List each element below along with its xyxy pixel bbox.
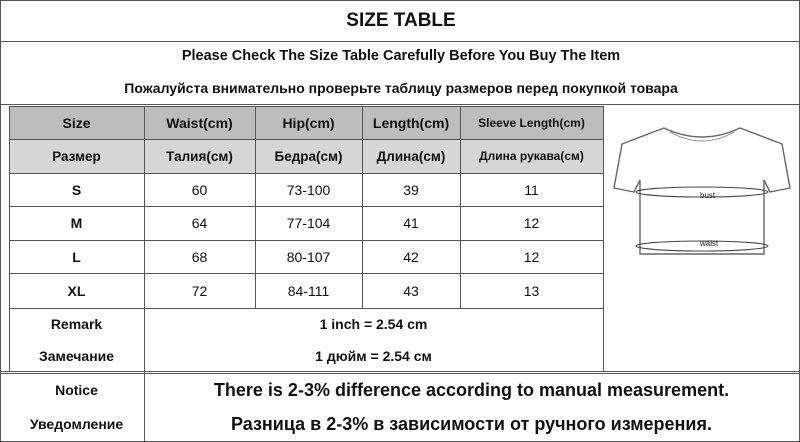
divider bbox=[9, 173, 603, 174]
size-cell: M bbox=[70, 215, 83, 231]
length-cell: 41 bbox=[403, 215, 419, 231]
waist-cell: 72 bbox=[191, 282, 208, 299]
header-length: Length(cm) bbox=[362, 106, 460, 139]
divider bbox=[362, 106, 363, 308]
sleeve-length-cell: 13 bbox=[523, 282, 540, 299]
hip-cell: 84-111 bbox=[287, 282, 330, 299]
divider bbox=[9, 240, 603, 241]
divider bbox=[1, 373, 800, 374]
notice-label-ru: Уведомление bbox=[29, 416, 124, 432]
remark-value-ru: 1 дюйм = 2.54 см bbox=[315, 347, 432, 364]
hip-cell: 80-107 bbox=[286, 248, 331, 265]
size-cell: S bbox=[71, 181, 82, 198]
remark-label: Remark bbox=[50, 316, 103, 332]
tshirt-measurement-diagram bbox=[604, 106, 800, 370]
header-waist-ru: Талия(см) bbox=[144, 139, 255, 173]
length-cell: 43 bbox=[403, 282, 419, 299]
divider bbox=[460, 106, 461, 308]
header-waist: Waist(cm) bbox=[144, 106, 255, 139]
waist-cell: 60 bbox=[191, 181, 208, 198]
size-cell: XL bbox=[67, 282, 86, 299]
page-title: SIZE TABLE bbox=[346, 10, 456, 31]
length-cell: 39 bbox=[403, 181, 419, 198]
size-cell: L bbox=[72, 248, 81, 265]
header-hip: Hip(cm) bbox=[255, 106, 362, 139]
divider bbox=[1, 41, 800, 42]
notice-label: Notice bbox=[55, 382, 98, 398]
waist-cell: 64 bbox=[191, 215, 208, 231]
divider bbox=[1, 371, 800, 372]
subtitle-english: Please Check The Size Table Carefully Before You Buy The Item bbox=[181, 48, 621, 64]
header-size: Size bbox=[9, 106, 144, 139]
waist-cell: 68 bbox=[191, 248, 208, 265]
sleeve-length-cell: 12 bbox=[523, 248, 540, 265]
header-hip-ru: Бедра(см) bbox=[255, 139, 362, 173]
divider bbox=[9, 206, 603, 207]
divider bbox=[144, 106, 145, 441]
waist-label: waist bbox=[700, 239, 719, 248]
sleeve-length-cell: 11 bbox=[524, 181, 539, 198]
divider bbox=[9, 273, 603, 274]
divider bbox=[9, 106, 10, 371]
header-length-ru: Длина(см) bbox=[362, 139, 460, 173]
header-sleeve-length: Sleeve Length(cm) bbox=[460, 106, 603, 139]
remark-label-ru: Замечание bbox=[38, 347, 115, 364]
divider bbox=[9, 308, 603, 309]
hip-cell: 73-100 bbox=[286, 181, 331, 198]
notice-value: There is 2-3% difference according to manual measurement. bbox=[213, 379, 730, 400]
hip-cell: 77-104 bbox=[286, 215, 331, 231]
length-cell: 42 bbox=[403, 248, 419, 265]
divider bbox=[255, 106, 256, 308]
divider bbox=[9, 106, 603, 107]
header-size-ru: Размер bbox=[9, 139, 144, 173]
divider bbox=[9, 139, 603, 140]
sleeve-length-cell: 12 bbox=[523, 215, 540, 231]
subtitle-russian: Пожалуйста внимательно проверьте таблицу размеров перед покупкой товара bbox=[124, 79, 678, 96]
notice-value-ru: Разница в 2-3% в зависимости от ручного измерения. bbox=[230, 413, 713, 434]
header-sleeve-length-ru: Длина рукава(см) bbox=[460, 139, 603, 173]
divider bbox=[1, 104, 800, 105]
bust-label: bust bbox=[700, 191, 716, 200]
remark-value: 1 inch = 2.54 cm bbox=[319, 316, 428, 332]
